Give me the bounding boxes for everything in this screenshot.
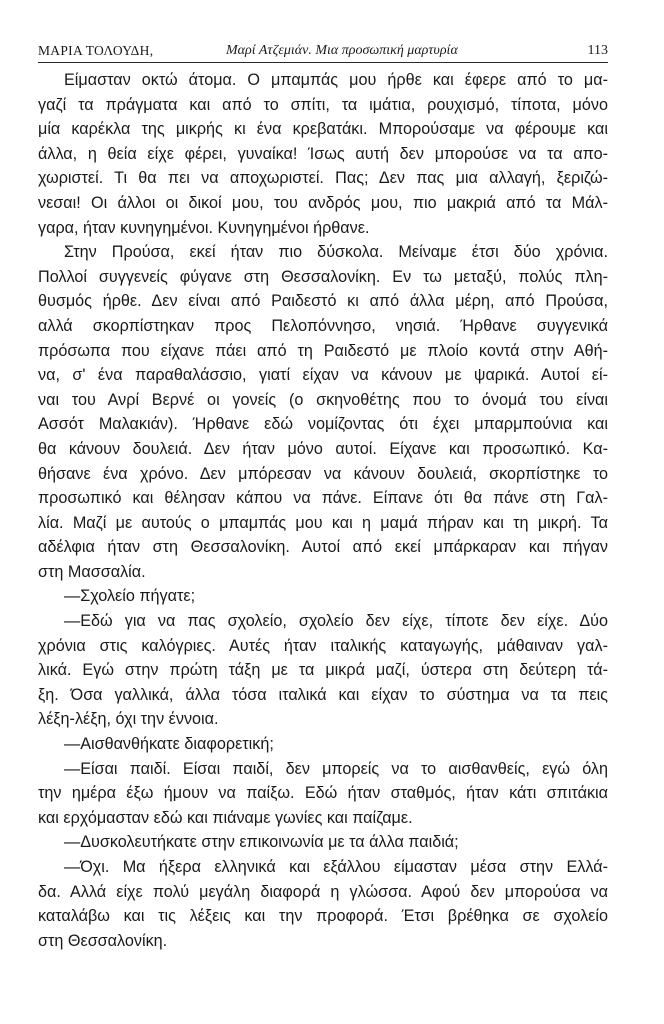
text-line: καταλάβω και τις λέξεις και την προφορά. Έτσι βρέθηκα σε σχολείο bbox=[38, 907, 608, 926]
text-line: —Όχι. Μα ήξερα ελληνικά και εξάλλου είμασταν μέσα στην Ελλά- bbox=[64, 858, 608, 876]
text-line: χρόνια στις καλόγριες. Αυτές ήταν ιταλικής καταγωγής, μάθαιναν γαλ- bbox=[38, 636, 608, 655]
header-author: ΜΑΡΙΑ ΤΟΛΟΥΔΗ, bbox=[38, 43, 154, 58]
text-line: —Αισθανθήκατε διαφορετική; bbox=[64, 735, 274, 754]
text-line: —Είσαι παιδί. Είσαι παιδί, δεν μπορείς να το αισθανθείς, εγώ όλη bbox=[64, 759, 608, 778]
text-line: την ημέρα έξω ήμουν να παίξω. Εδώ ήταν σταθμός, ήταν κάτι σπιτάκια bbox=[38, 784, 608, 803]
text-line: άλλα, η θεία είχε φέρει, γυναίκα! Ίσως αυτή δεν μπορούσε να τα απο- bbox=[38, 144, 608, 163]
header-rule bbox=[38, 62, 608, 63]
text-line: Πολλοί συγγενείς φύγανε στη Θεσσαλονίκη. Εν τω μεταξύ, πολύς πλη- bbox=[38, 267, 608, 286]
text-line: λία. Μαζί με αυτούς ο μπαμπάς μου και η μαμά πήραν και τη μικρή. Τα bbox=[38, 513, 608, 532]
text-line: γαζί τα πράγματα και από το σπίτι, τα ιμάτια, ρουχισμό, τίποτα, μόνο bbox=[38, 95, 608, 114]
text-line: θυσμός ήρθε. Δεν είναι από Ραιδεστό κι από άλλα μέρη, από Προύσα, bbox=[38, 292, 608, 311]
text-line: αλλά σκορπίστηκαν προς Πελοπόννησο, νησιά. Ήρθανε συγγενικά bbox=[38, 316, 608, 335]
text-line: λικά. Εγώ στην πρώτη τάξη με τα μικρά μαζί, ύστερα στη δεύτερη τά- bbox=[38, 661, 608, 680]
text-line: θήσανε ένα χρόνο. Δεν μπόρεσαν να κάνουν δουλειά, σκορπίστηκε το bbox=[38, 464, 608, 483]
page-number: 113 bbox=[587, 43, 608, 58]
text-line: μία καρέκλα της μικρής κι ένα κρεβατάκι. Μπορούσαμε να φέρουμε και bbox=[38, 120, 608, 139]
text-line: νεσαι! Οι άλλοι οι δικοί μου, του ανδρός μου, πιο μακριά από τα Μάλ- bbox=[38, 193, 608, 212]
text-line: Είμασταν οκτώ άτομα. Ο μπαμπάς μου ήρθε και έφερε από το μα- bbox=[64, 71, 608, 89]
text-line: θα κάνουν δουλειά. Δεν ήταν μόνο αυτοί. Είχανε και προσωπικό. Κα- bbox=[38, 439, 608, 458]
text-line: —Εδώ για να πας σχολείο, σχολείο δεν είχε, τίποτε δεν είχε. Δύο bbox=[64, 612, 608, 631]
header-title: Μαρί Ατζεμιάν. Μια προσωπική μαρτυρία bbox=[226, 43, 458, 58]
running-header bbox=[38, 40, 608, 62]
text-line: πρόσωπα που είχανε πάει από τη Ραιδεστό με πλοίο κοντά στην Αθή- bbox=[38, 341, 608, 360]
text-line: γαρα, ήταν κυνηγημένοι. Κυνηγημένοι ήρθανε. bbox=[38, 218, 370, 237]
text-line: Στην Προύσα, εκεί ήταν πιο δύσκολα. Μείναμε έτσι δύο χρόνια. bbox=[64, 243, 608, 262]
text-line: Ασσότ Μαλακιάν). Ήρθανε εδώ νομίζοντας ότι έχει μπαρμπούνια και bbox=[38, 415, 608, 434]
text-line: δα. Αλλά είχε πολύ μεγάλη διαφορά η γλώσσα. Αφού δεν μπορούσα να bbox=[38, 882, 608, 901]
text-line: ξη. Όσα γαλλικά, άλλα τόσα ιταλικά και είχαν το σύστημα να τα πεις bbox=[38, 685, 608, 704]
text-line: στη Θεσσαλονίκη. bbox=[38, 931, 168, 950]
text-line: και ερχόμασταν εδώ και πιάναμε γωνίες και παίζαμε. bbox=[38, 808, 413, 827]
text-line: —Σχολείο πήγατε; bbox=[64, 587, 196, 606]
text-line: λέξη-λέξη, όχι την έννοια. bbox=[38, 710, 219, 729]
text-line: αδέλφια ήταν στη Θεσσαλονίκη. Αυτοί από εκεί μπάρκαραν και πήγαν bbox=[38, 538, 608, 557]
body-text bbox=[38, 68, 608, 953]
text-line: χωριστεί. Τι θα πει να αποχωριστεί. Πας; Δεν πας μια αλλαγή, ξεριζώ- bbox=[38, 169, 608, 188]
text-line: να, σ' ένα παραθαλάσσιο, γιατί είχαν να κάνουν με ψαρικά. Αυτοί εί- bbox=[38, 366, 608, 385]
text-line: ναι του Ανρί Βερνέ οι γονείς (ο σκηνοθέτης που το όνομά του είναι bbox=[38, 390, 608, 409]
text-line: στη Μασσαλία. bbox=[38, 562, 146, 581]
text-line: προσωπικό και θέλησαν κάπου να πάνε. Είπανε ότι θα πάνε στη Γαλ- bbox=[38, 489, 608, 508]
text-line: —Δυσκολευτήκατε στην επικοινωνία με τα άλλα παιδιά; bbox=[64, 833, 459, 852]
